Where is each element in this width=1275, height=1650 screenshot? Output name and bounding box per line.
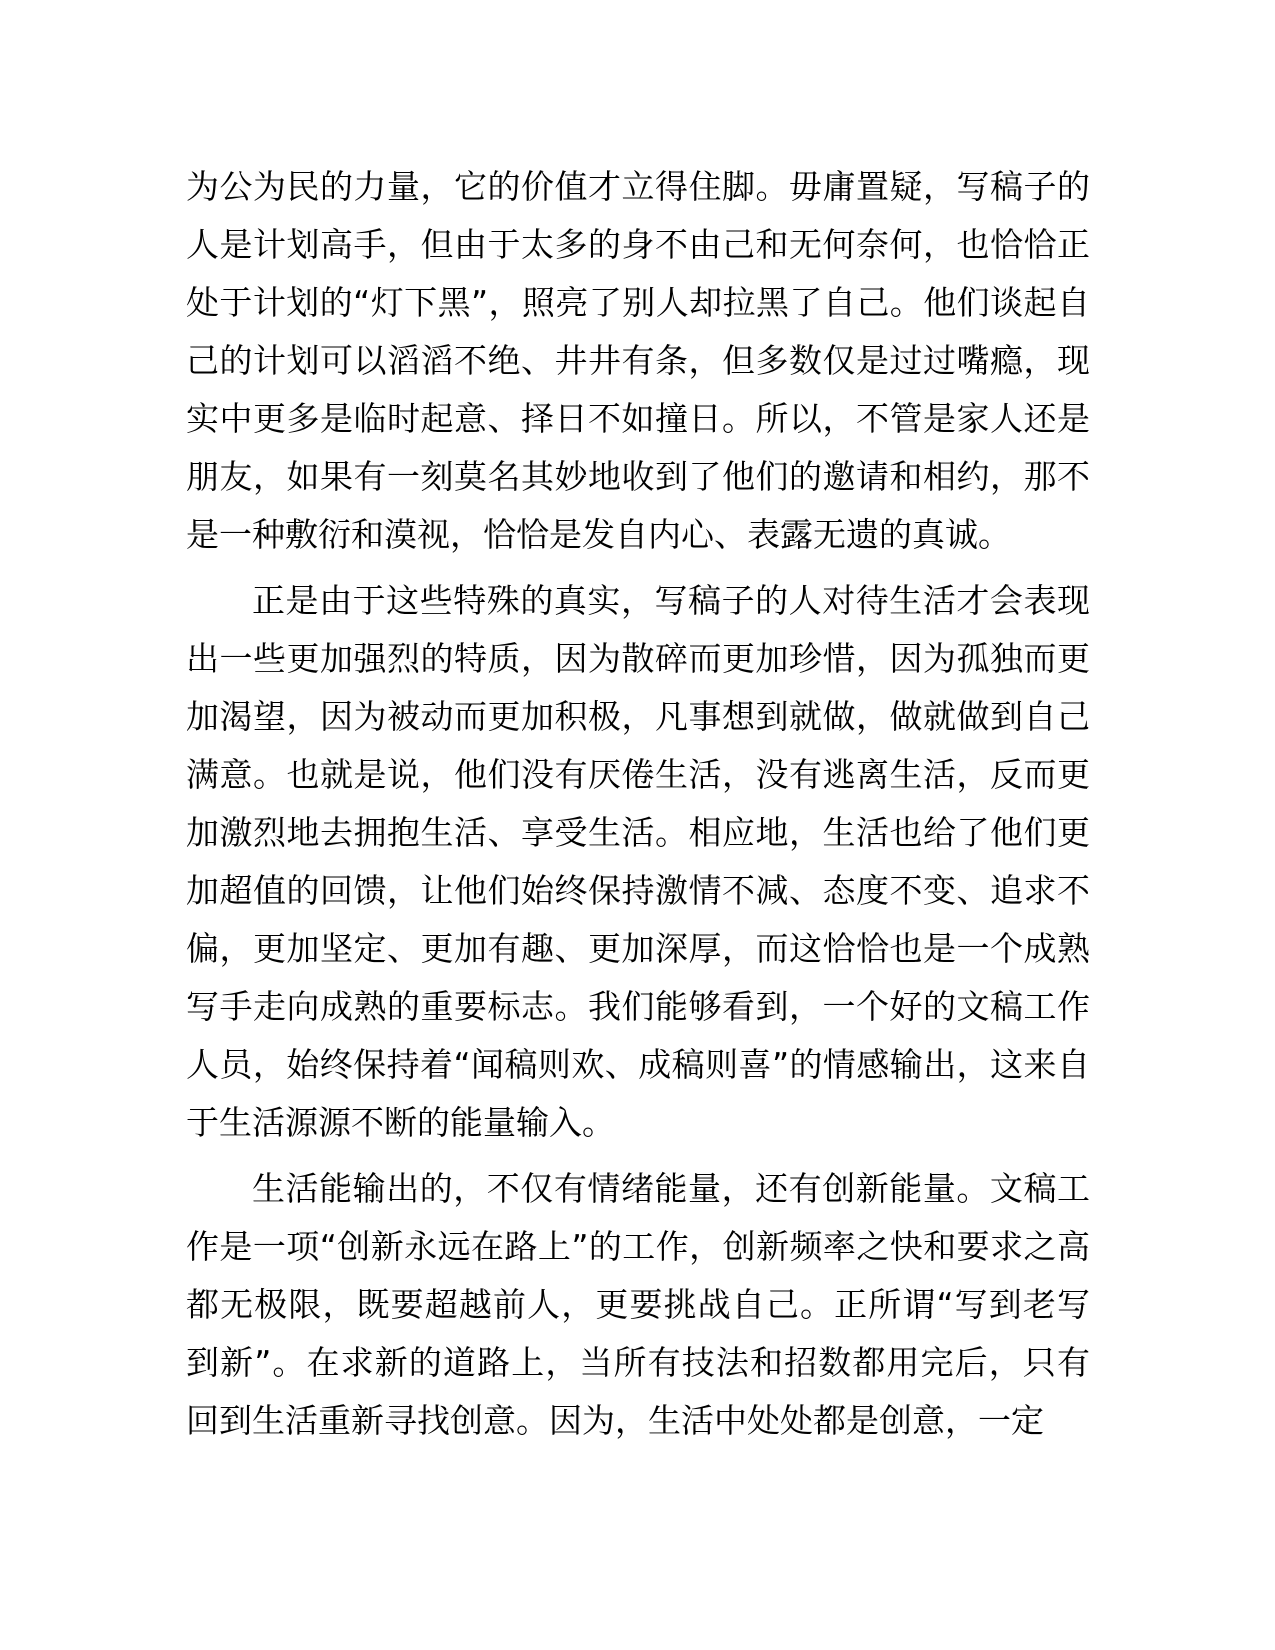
paragraph-3: 生活能输出的，不仅有情绪能量，还有创新能量。文稿工作是一项“创新永远在路上”的工作，创新频率之快和要求之高都无极限，既要超越前人，更要挑战自己。正所谓“写到老写到新”。在求新的道路上，当所有技法和招数都用完后，只有回到生活重新寻找创意。因为，生活中处处都是创意，一定 — [186, 1169, 1090, 1440]
body-text — [186, 158, 1090, 1458]
paragraph-2: 正是由于这些特殊的真实，写稿子的人对待生活才会表现出一些更加强烈的特质，因为散碎而更加珍惜，因为孤独而更加渴望，因为被动而更加积极，凡事想到就做，做就做到自己满意。也就是说，他们没有厌倦生活，没有逃离生活，反而更加激烈地去拥抱生活、享受生活。相应地，生活也给了他们更加超值的回馈，让他们始终保持激情不减、态度不变、追求不偏，更加坚定、更加有趣、更加深厚，而这恰恰也是一个成熟写手走向成熟的重要标志。我们能够看到，一个好的文稿工作人员，始终保持着“闻稿则欢、成稿则喜”的情感输出，这来自于生活源源不断的能量输入。 — [186, 581, 1090, 1142]
paragraph-1: 为公为民的力量，它的价值才立得住脚。毋庸置疑，写稿子的人是计划高手，但由于太多的身不由己和无何奈何，也恰恰正处于计划的“灯下黑”，照亮了别人却拉黑了自己。他们谈起自己的计划可以滔滔不绝、井井有条，但多数仅是过过嘴瘾，现实中更多是临时起意、择日不如撞日。所以，不管是家人还是朋友，如果有一刻莫名其妙地收到了他们的邀请和相约，那不是一种敷衍和漠视，恰恰是发自内心、表露无遗的真诚。 — [186, 167, 1090, 554]
